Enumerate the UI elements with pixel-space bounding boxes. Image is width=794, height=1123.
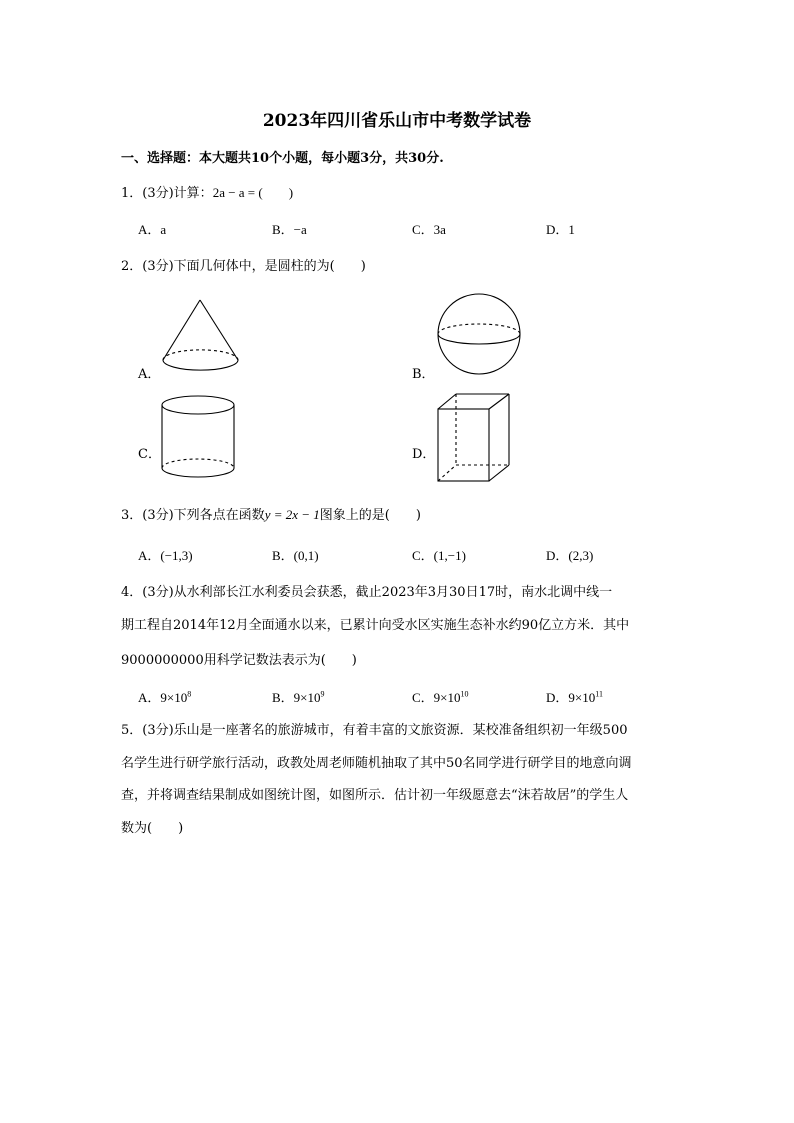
q2-option-a: A． [138,367,161,382]
q4-option-a [138,687,191,706]
cylinder-figure [160,394,240,486]
q4-option-b [272,687,325,706]
q4-option-a-exponent: 8 [187,689,192,699]
q4-option-b-label: B． [272,690,294,705]
q2-option-c: C． [138,447,161,462]
question-5-line-4: 数为( ) [121,821,184,836]
q3-option-b: B．(0,1) [272,548,319,563]
question-1-stem: 1．(3分)计算： [121,186,213,201]
q1-option-b: B．−a [272,222,307,237]
question-5-line-3: 查，并将调查结果制成如图统计图，如图所示．估计初一年级愿意去“沫若故居”的学生人 [121,788,629,803]
cone-figure [160,298,242,378]
question-4-line-2: 期工程自2014年12月全面通水以来，已累计向受水区实施生态补水约90亿立方米．其中 [121,618,630,633]
q4-option-a-base: 9×10 [160,690,188,705]
question-5-line-2: 名学生进行研学旅行活动，政教处周老师随机抽取了其中50名同学进行研学目的地意向调 [121,756,632,771]
question-2-stem: 2．(3分)下面几何体中，是圆柱的为( ) [121,259,366,274]
section-heading: 一、选择题：本大题共10个小题，每小题3分，共30分. [121,151,444,166]
question-3 [121,504,421,523]
q4-option-d-exponent: 11 [595,689,603,699]
rectangular-prism-figure [436,393,512,485]
q4-option-d [546,687,603,706]
q4-option-d-base: 9×10 [568,690,596,705]
exam-title: 2023年四川省乐山市中考数学试卷 [262,111,532,131]
q1-option-d: D．1 [546,222,575,237]
question-5-line-1: 5．(3分)乐山是一座著名的旅游城市，有着丰富的文旅资源．某校准备组织初一年级500 [121,723,628,738]
question-4-line-1: 4．(3分)从水利部长江水利委员会获悉，截止2023年3月30日17时，南水北调中线一 [121,585,613,600]
q2-option-d: D． [412,447,436,462]
q4-option-a-label: A． [138,690,161,705]
sphere-figure [436,292,524,380]
q2-option-b: B． [412,367,435,382]
question-3-stem: 3．(3分)下列各点在函数 [121,508,265,523]
q4-option-d-label: D． [546,690,569,705]
q1-option-a: A．a [138,222,167,237]
q4-option-c [412,687,469,706]
question-3-stem-suffix: 图象上的是( ) [319,508,421,523]
q4-option-b-exponent: 9 [320,689,325,699]
q4-option-c-base: 9×10 [433,690,461,705]
question-4-line-3: 9000000000用科学记数法表示为( ) [121,653,357,668]
question-1-expression: 2a − a = ( ) [212,185,294,200]
question-3-function: y = 2x − 1 [264,507,320,522]
q4-option-b-base: 9×10 [293,690,321,705]
q4-option-c-label: C． [412,690,434,705]
question-1 [121,182,293,201]
q1-option-c: C．3a [412,222,446,237]
q4-option-c-exponent: 10 [460,689,469,699]
q3-option-c: C．(1,−1) [412,548,466,563]
q3-option-a: A．(−1,3) [138,548,193,563]
q3-option-d: D．(2,3) [546,548,594,563]
